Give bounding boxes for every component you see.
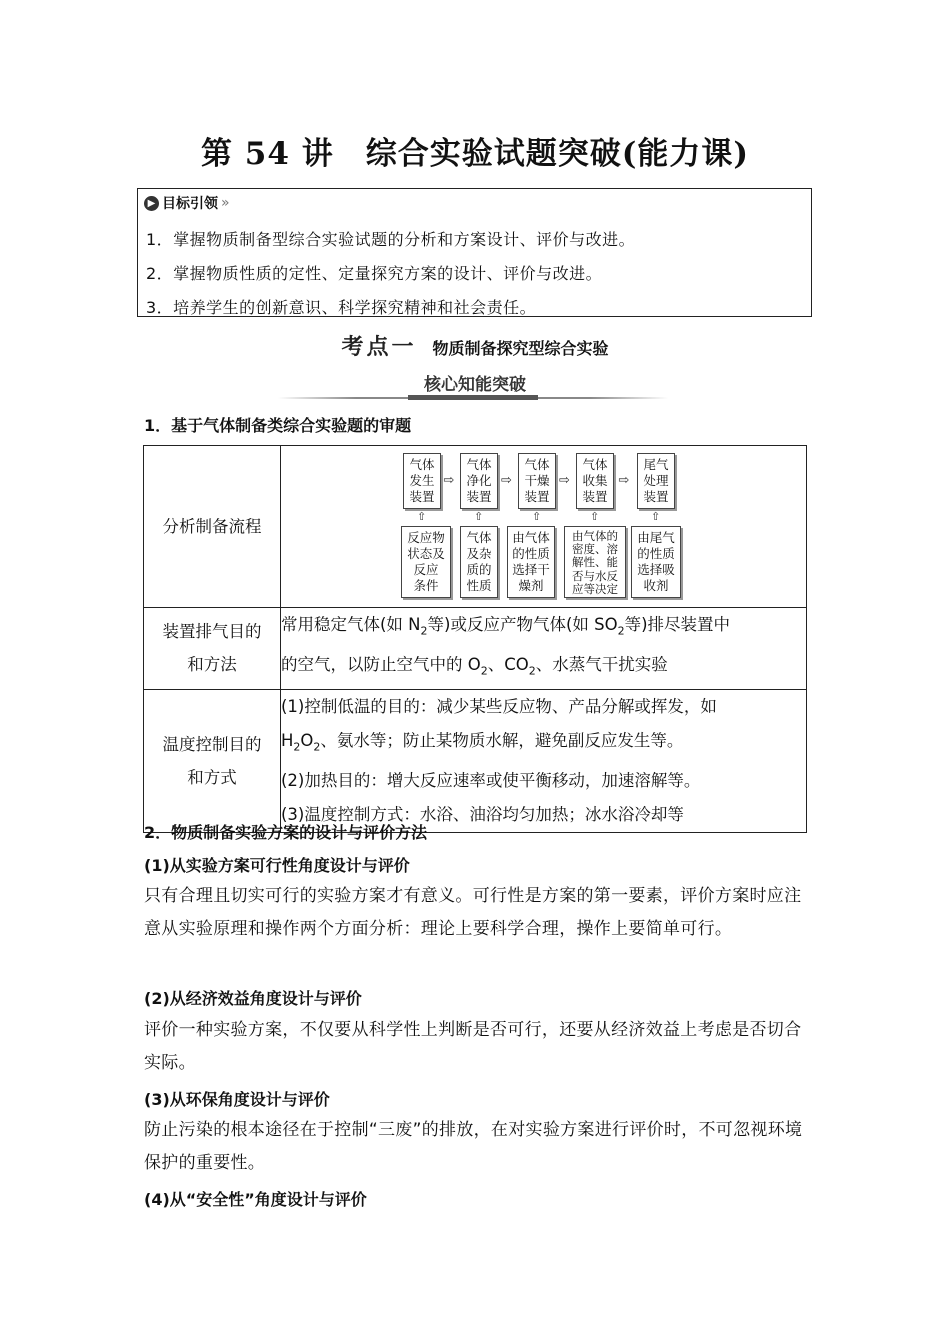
flow-bottom-box-1: 反应物 状态及 反应 条件	[401, 526, 451, 598]
row2-sub-b: 2	[617, 624, 625, 638]
up-arrow-icon: ⇧	[651, 509, 661, 523]
up-arrow-icon: ⇧	[417, 509, 427, 523]
goal-item-2: 2．掌握物质性质的定性、定量探究方案的设计、评价与改进。	[146, 264, 603, 283]
goal-item-1: 1．掌握物质制备型综合实验试题的分析和方案设计、评价与改进。	[146, 230, 636, 249]
up-arrow-icon: ⇧	[590, 509, 600, 523]
right-arrow-icon: ⇨	[443, 472, 455, 488]
row3-text	[281, 689, 807, 832]
right-arrow-icon: ⇨	[559, 472, 570, 488]
flow-diagram-cell	[281, 446, 807, 608]
row1-label: 分析制备流程	[144, 446, 281, 608]
flow-bottom-box-5: 由尾气 的性质 选择吸 收剂	[631, 526, 681, 598]
row3-line2-b: O	[300, 730, 314, 750]
row3-line2-sub1: 2	[293, 739, 301, 753]
flow-diagram	[281, 448, 806, 606]
row2-text-d: 的空气，以防止空气中的 O	[281, 655, 481, 675]
right-arrow-icon: ⇨	[501, 472, 512, 488]
section-name: 物质制备探究型综合实验	[432, 339, 609, 358]
row3-label-line2: 和方式	[187, 767, 237, 787]
flow-bottom-box-4: 由气体的 密度、溶 解性、能 否与水反 应等决定	[564, 526, 626, 598]
row2-sub-a: 2	[420, 624, 428, 638]
row3-line2-a: H	[281, 730, 294, 750]
row3-line1: (1)控制低温的目的：减少某些反应物、产品分解或挥发，如	[281, 696, 717, 716]
row3-line2-sub2: 2	[313, 739, 321, 753]
row3-label	[144, 689, 281, 832]
goals-tag	[144, 193, 230, 213]
flow-top-box-4: 气体 收集 装置	[576, 453, 614, 509]
row2-sub-d: 2	[480, 664, 488, 678]
row3-line3: (2)加热目的：增大反应速率或使平衡移动，加速溶解等。	[281, 770, 701, 790]
analysis-table	[143, 445, 807, 833]
row2-text-e: 、CO	[487, 655, 529, 675]
flow-top-box-5: 尾气 处理 装置	[637, 453, 675, 509]
row2-label-line1: 装置排气目的	[162, 622, 262, 642]
sub-heading-3: (3)从环保角度设计与评价	[144, 1090, 330, 1109]
page-title: 第 54 讲 综合实验试题突破(能力课)	[200, 136, 750, 172]
up-arrow-icon: ⇧	[474, 509, 484, 523]
row2-text	[281, 608, 807, 690]
row3-line4: (3)温度控制方式：水浴、油浴均匀加热；冰水浴冷却等	[281, 804, 684, 824]
row3-line2-c: 、氨水等；防止某物质水解，避免副反应发生等。	[320, 730, 684, 750]
row2-label	[144, 608, 281, 690]
core-underline	[278, 397, 668, 399]
row2-label-line2: 和方法	[187, 655, 237, 675]
play-icon: ▶	[144, 196, 159, 211]
paragraph-3: 防止污染的根本途径在于控制“三废”的排放，在对实验方案进行评价时，不可忽视环境保护的重要性。	[144, 1120, 803, 1173]
paragraph-2: 评价一种实验方案，不仅要从科学性上判断是否可行，还要从经济效益上考虑是否切合实际。	[144, 1020, 802, 1073]
heading-1: 1．基于气体制备类综合实验题的审题	[144, 416, 412, 435]
goal-item-3: 3．培养学生的创新意识、科学探究精神和社会责任。	[146, 298, 537, 317]
goals-tag-label: 目标引领	[162, 196, 218, 212]
up-arrow-icon: ⇧	[532, 509, 542, 523]
row3-label-line1: 温度控制目的	[162, 734, 262, 754]
right-arrow-icon: ⇨	[618, 472, 630, 488]
flow-bottom-box-3: 由气体 的性质 选择干 燥剂	[507, 526, 555, 598]
sub-heading-4: (4)从“安全性”角度设计与评价	[144, 1190, 367, 1209]
paragraph-1: 只有合理且切实可行的实验方案才有意义。可行性是方案的第一要素，评价方案时应注意从实验原理和操作两个方面分析：理论上要科学合理，操作上要简单可行。	[144, 886, 802, 939]
sub-heading-1: (1)从实验方案可行性角度设计与评价	[144, 856, 410, 875]
row2-text-b: 等)或反应产物气体(如 SO	[427, 615, 618, 634]
section-heading	[0, 330, 950, 361]
flow-bottom-box-2: 气体 及杂 质的 性质	[460, 526, 498, 598]
row2-sub-e: 2	[528, 664, 536, 678]
core-heading: 核心知能突破	[424, 375, 526, 395]
heading-2: 2．物质制备实验方案的设计与评价方法	[144, 823, 428, 842]
flow-top-box-3: 气体 干燥 装置	[518, 453, 556, 509]
row2-text-c: 等)排尽装置中	[624, 615, 731, 634]
sub-heading-2: (2)从经济效益角度设计与评价	[144, 989, 362, 1008]
flow-top-box-1: 气体 发生 装置	[403, 453, 441, 509]
goals-box	[137, 188, 812, 317]
row2-text-f: 、水蒸气干扰实验	[535, 655, 668, 675]
row2-text-a: 常用稳定气体(如 N	[281, 615, 421, 634]
flow-top-box-2: 气体 净化 装置	[460, 453, 498, 509]
double-chevron-icon: »	[221, 195, 230, 211]
section-label: 考点一	[341, 335, 417, 360]
